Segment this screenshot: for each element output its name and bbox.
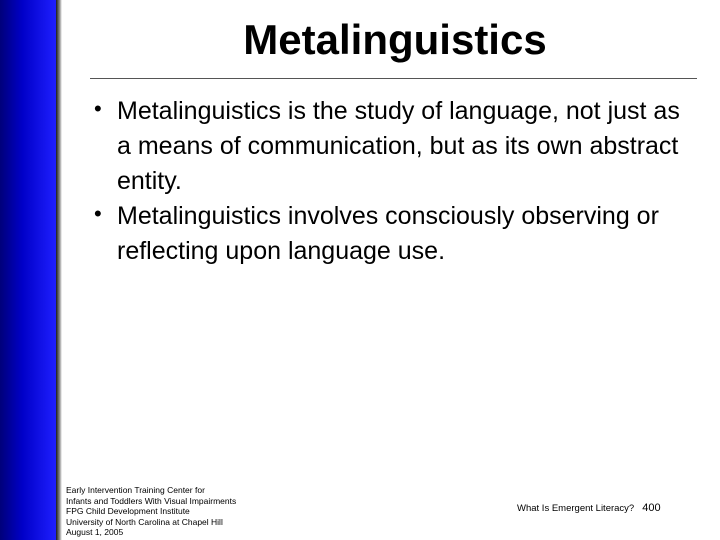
side-bar-shadow bbox=[56, 0, 62, 540]
bullet-text: Metalinguistics is the study of language, not just as a means of communication, but as its own abstract entity. bbox=[117, 97, 680, 195]
footer-line: Infants and Toddlers With Visual Impairments bbox=[66, 495, 237, 506]
slide-title: Metalinguistics bbox=[243, 16, 547, 63]
footer-line: FPG Child Development Institute bbox=[66, 506, 190, 516]
page-number: 400 bbox=[642, 502, 661, 514]
presentation-title: What Is Emergent Literacy? bbox=[517, 503, 635, 514]
bullet-list bbox=[80, 94, 700, 269]
footer-presentation-info bbox=[517, 501, 661, 516]
bullet-item bbox=[80, 94, 700, 199]
bullet-item bbox=[80, 199, 700, 269]
footer-date: August 1, 2005 bbox=[66, 527, 124, 537]
footer-line: Early Intervention Training Center for bbox=[66, 485, 205, 495]
footer-credits bbox=[66, 485, 236, 538]
bullet-text: Metalinguistics involves consciously observing or reflecting upon language use. bbox=[117, 202, 659, 265]
footer-line: University of North Carolina at Chapel Hill bbox=[66, 516, 223, 527]
title-divider bbox=[90, 78, 697, 79]
side-accent-bar bbox=[0, 0, 56, 540]
bullet-dot-icon: • bbox=[94, 201, 102, 226]
bullet-dot-icon: • bbox=[94, 96, 102, 121]
